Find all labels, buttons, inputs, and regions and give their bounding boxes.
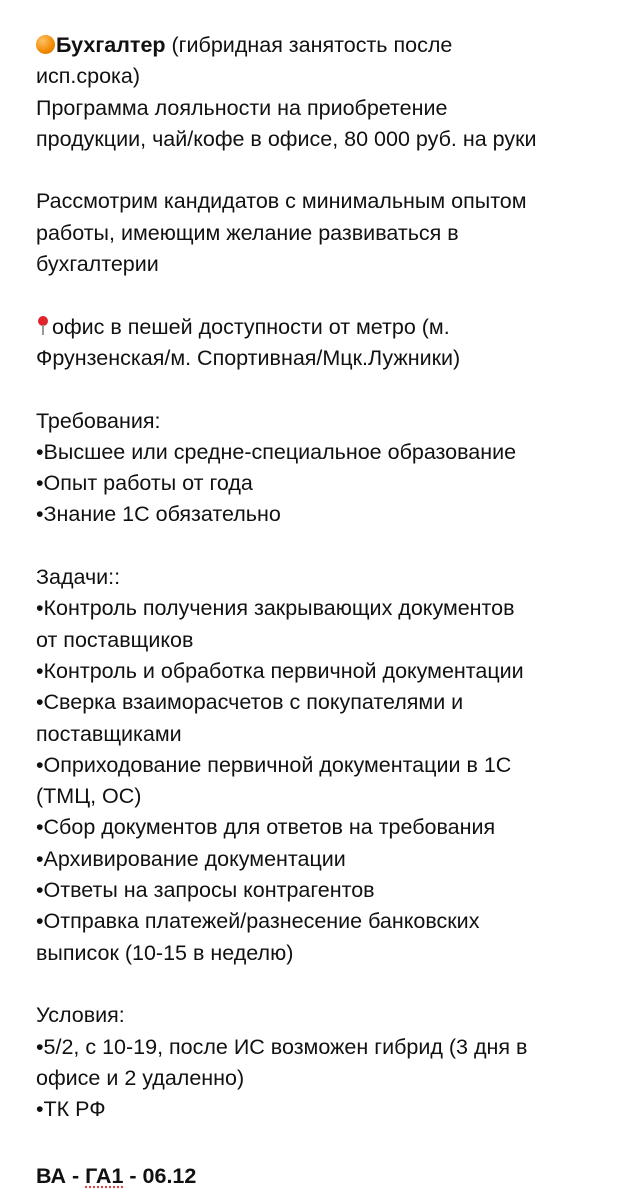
title-line xyxy=(36,30,537,61)
task-line: •Ответы на запросы контрагентов xyxy=(36,878,375,903)
candidates-line: Рассмотрим кандидатов с минимальным опытом xyxy=(36,189,527,214)
tasks-heading: Задачи:: xyxy=(36,565,121,590)
location-text: офис в пешей доступности от метро (м. xyxy=(52,314,450,339)
job-title-note: (гибридная занятость после xyxy=(165,33,453,57)
round-pushpin-icon xyxy=(36,316,50,336)
condition-line: •ТК РФ xyxy=(36,1097,106,1122)
task-line: от поставщиков xyxy=(36,627,194,652)
task-line: •Отправка платежей/разнесение банковских xyxy=(36,909,480,934)
requirements-heading: Требования: xyxy=(36,408,161,433)
job-title: Бухгалтер xyxy=(56,33,166,57)
benefits-line: Программа лояльности на приобретение xyxy=(36,95,448,120)
conditions-heading: Условия: xyxy=(36,1003,125,1028)
task-line: •Оприходование первичной документации в 1С xyxy=(36,752,512,777)
task-line: поставщиками xyxy=(36,721,182,746)
condition-line: офисе и 2 удаленно) xyxy=(36,1065,245,1090)
code-date: - 06.12 xyxy=(123,1163,197,1188)
job-title-note-cont: исп.срока) xyxy=(36,64,141,89)
code-id: ГА1 xyxy=(85,1163,124,1188)
code-prefix: ВА - xyxy=(36,1163,86,1188)
requirement-item: •Опыт работы от года xyxy=(36,471,253,496)
task-line: •Архивирование документации xyxy=(36,846,346,871)
benefits-line: продукции, чай/кофе в офисе, 80 000 руб. на руки xyxy=(36,126,537,151)
orange-circle-icon xyxy=(36,35,55,54)
job-posting xyxy=(36,30,537,1192)
condition-line: •5/2, с 10-19, после ИС возможен гибрид (3 дня в xyxy=(36,1034,528,1059)
requirement-item: •Знание 1С обязательно xyxy=(36,502,281,527)
candidates-line: работы, имеющим желание развиваться в xyxy=(36,220,459,245)
task-line: (ТМЦ, ОС) xyxy=(36,784,142,809)
task-line: •Сбор документов для ответов на требования xyxy=(36,815,496,840)
task-line: выписок (10-15 в неделю) xyxy=(36,940,294,965)
requirement-item: •Высшее или средне-специальное образование xyxy=(36,439,517,464)
task-line: •Контроль и обработка первичной документации xyxy=(36,658,524,683)
candidates-line: бухгалтерии xyxy=(36,252,159,277)
location-line: Фрунзенская/м. Спортивная/Мцк.Лужники) xyxy=(36,345,461,370)
location-line xyxy=(36,312,537,343)
posting-code xyxy=(36,1161,537,1192)
task-line: •Сверка взаиморасчетов с покупателями и xyxy=(36,690,464,715)
task-line: •Контроль получения закрывающих документов xyxy=(36,596,515,621)
